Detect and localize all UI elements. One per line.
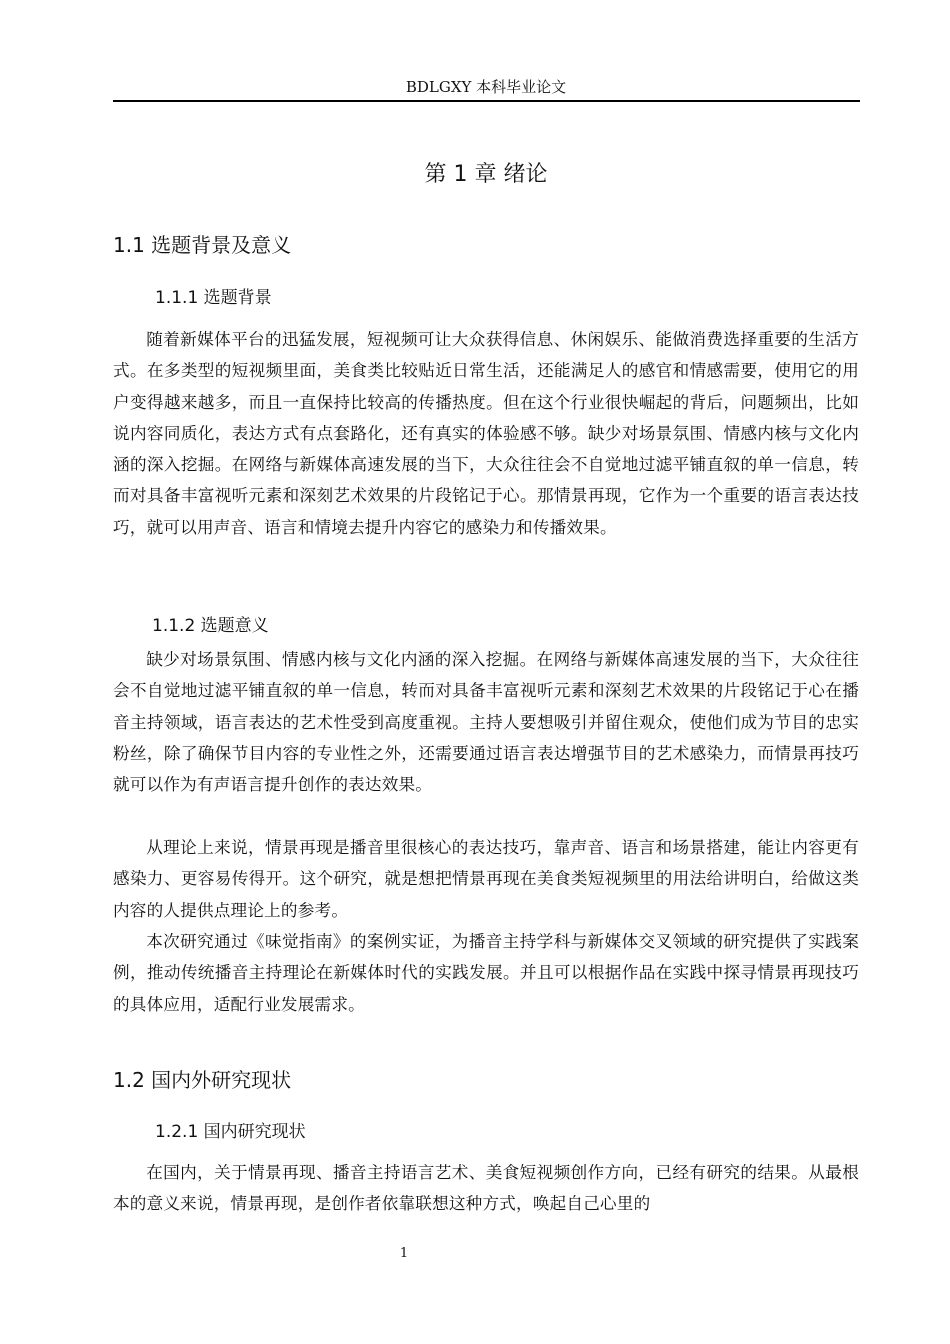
paragraph-significance-3: 本次研究通过《味觉指南》的案例实证，为播音主持学科与新媒体交叉领域的研究提供了实践案例，推动传统播音主持理论在新媒体时代的实践发展。并且可以根据作品在实践中探寻情景再现技巧的具体应用，适配行业发展需求。: [113, 932, 859, 1014]
page-number: 1: [399, 1246, 409, 1261]
subsection-heading-1-1-2: 1.1.2 选题意义: [152, 616, 269, 636]
subsection-heading-1-2-1: 1.2.1 国内研究现状: [155, 1122, 306, 1142]
subsection-heading-1-1-1: 1.1.1 选题背景: [155, 288, 272, 308]
section-heading-1-2: 1.2 国内外研究现状: [113, 1068, 292, 1092]
running-header: BDLGXY 本科毕业论文: [405, 78, 567, 96]
paragraph-significance-1: 缺少对场景氛围、情感内核与文化内涵的深入挖掘。在网络与新媒体高速发展的当下，大众往往会不自觉地过滤平铺直叙的单一信息，转而对具备丰富视听元素和深刻艺术效果的片段铭记于心在播音主持领域，语言表达的艺术性受到高度重视。主持人要想吸引并留住观众，使他们成为节目的忠实粉丝，除了确保节目内容的专业性之外，还需要通过语言表达增强节目的艺术感染力，而情景再技巧就可以作为有声语言提升创作的表达效果。: [113, 650, 859, 795]
section-heading-1-1: 1.1 选题背景及意义: [113, 233, 292, 257]
paragraph-domestic-research: 在国内，关于情景再现、播音主持语言艺术、美食短视频创作方向，已经有研究的结果。从最根本的意义来说，情景再现，是创作者依靠联想这种方式，唤起自己心里的: [113, 1163, 859, 1214]
paragraph-background: 随着新媒体平台的迅猛发展，短视频可让大众获得信息、休闲娱乐、能做消费选择重要的生活方式。在多类型的短视频里面，美食类比较贴近日常生活，还能满足人的感官和情感需要，使用它的用户变得越来越多，而且一直保持比较高的传播热度。但在这个行业很快崛起的背后，问题频出，比如说内容同质化，表达方式有点套路化，还有真实的体验感不够。缺少对场景氛围、情感内核与文化内涵的深入挖掘。在网络与新媒体高速发展的当下，大众往往会不自觉地过滤平铺直叙的单一信息，转而对具备丰富视听元素和深刻艺术效果的片段铭记于心。那情景再现，它作为一个重要的语言表达技巧，就可以用声音、语言和情境去提升内容它的感染力和传播效果。: [113, 330, 859, 537]
paragraph-significance-2: 从理论上来说，情景再现是播音里很核心的表达技巧，靠声音、语言和场景搭建，能让内容更有感染力、更容易传得开。这个研究，就是想把情景再现在美食类短视频里的用法给讲明白，给做这类内容的人提供点理论上的参考。: [113, 838, 859, 920]
header-divider: [113, 100, 860, 102]
chapter-title: 第 1 章 绪论: [424, 162, 548, 187]
